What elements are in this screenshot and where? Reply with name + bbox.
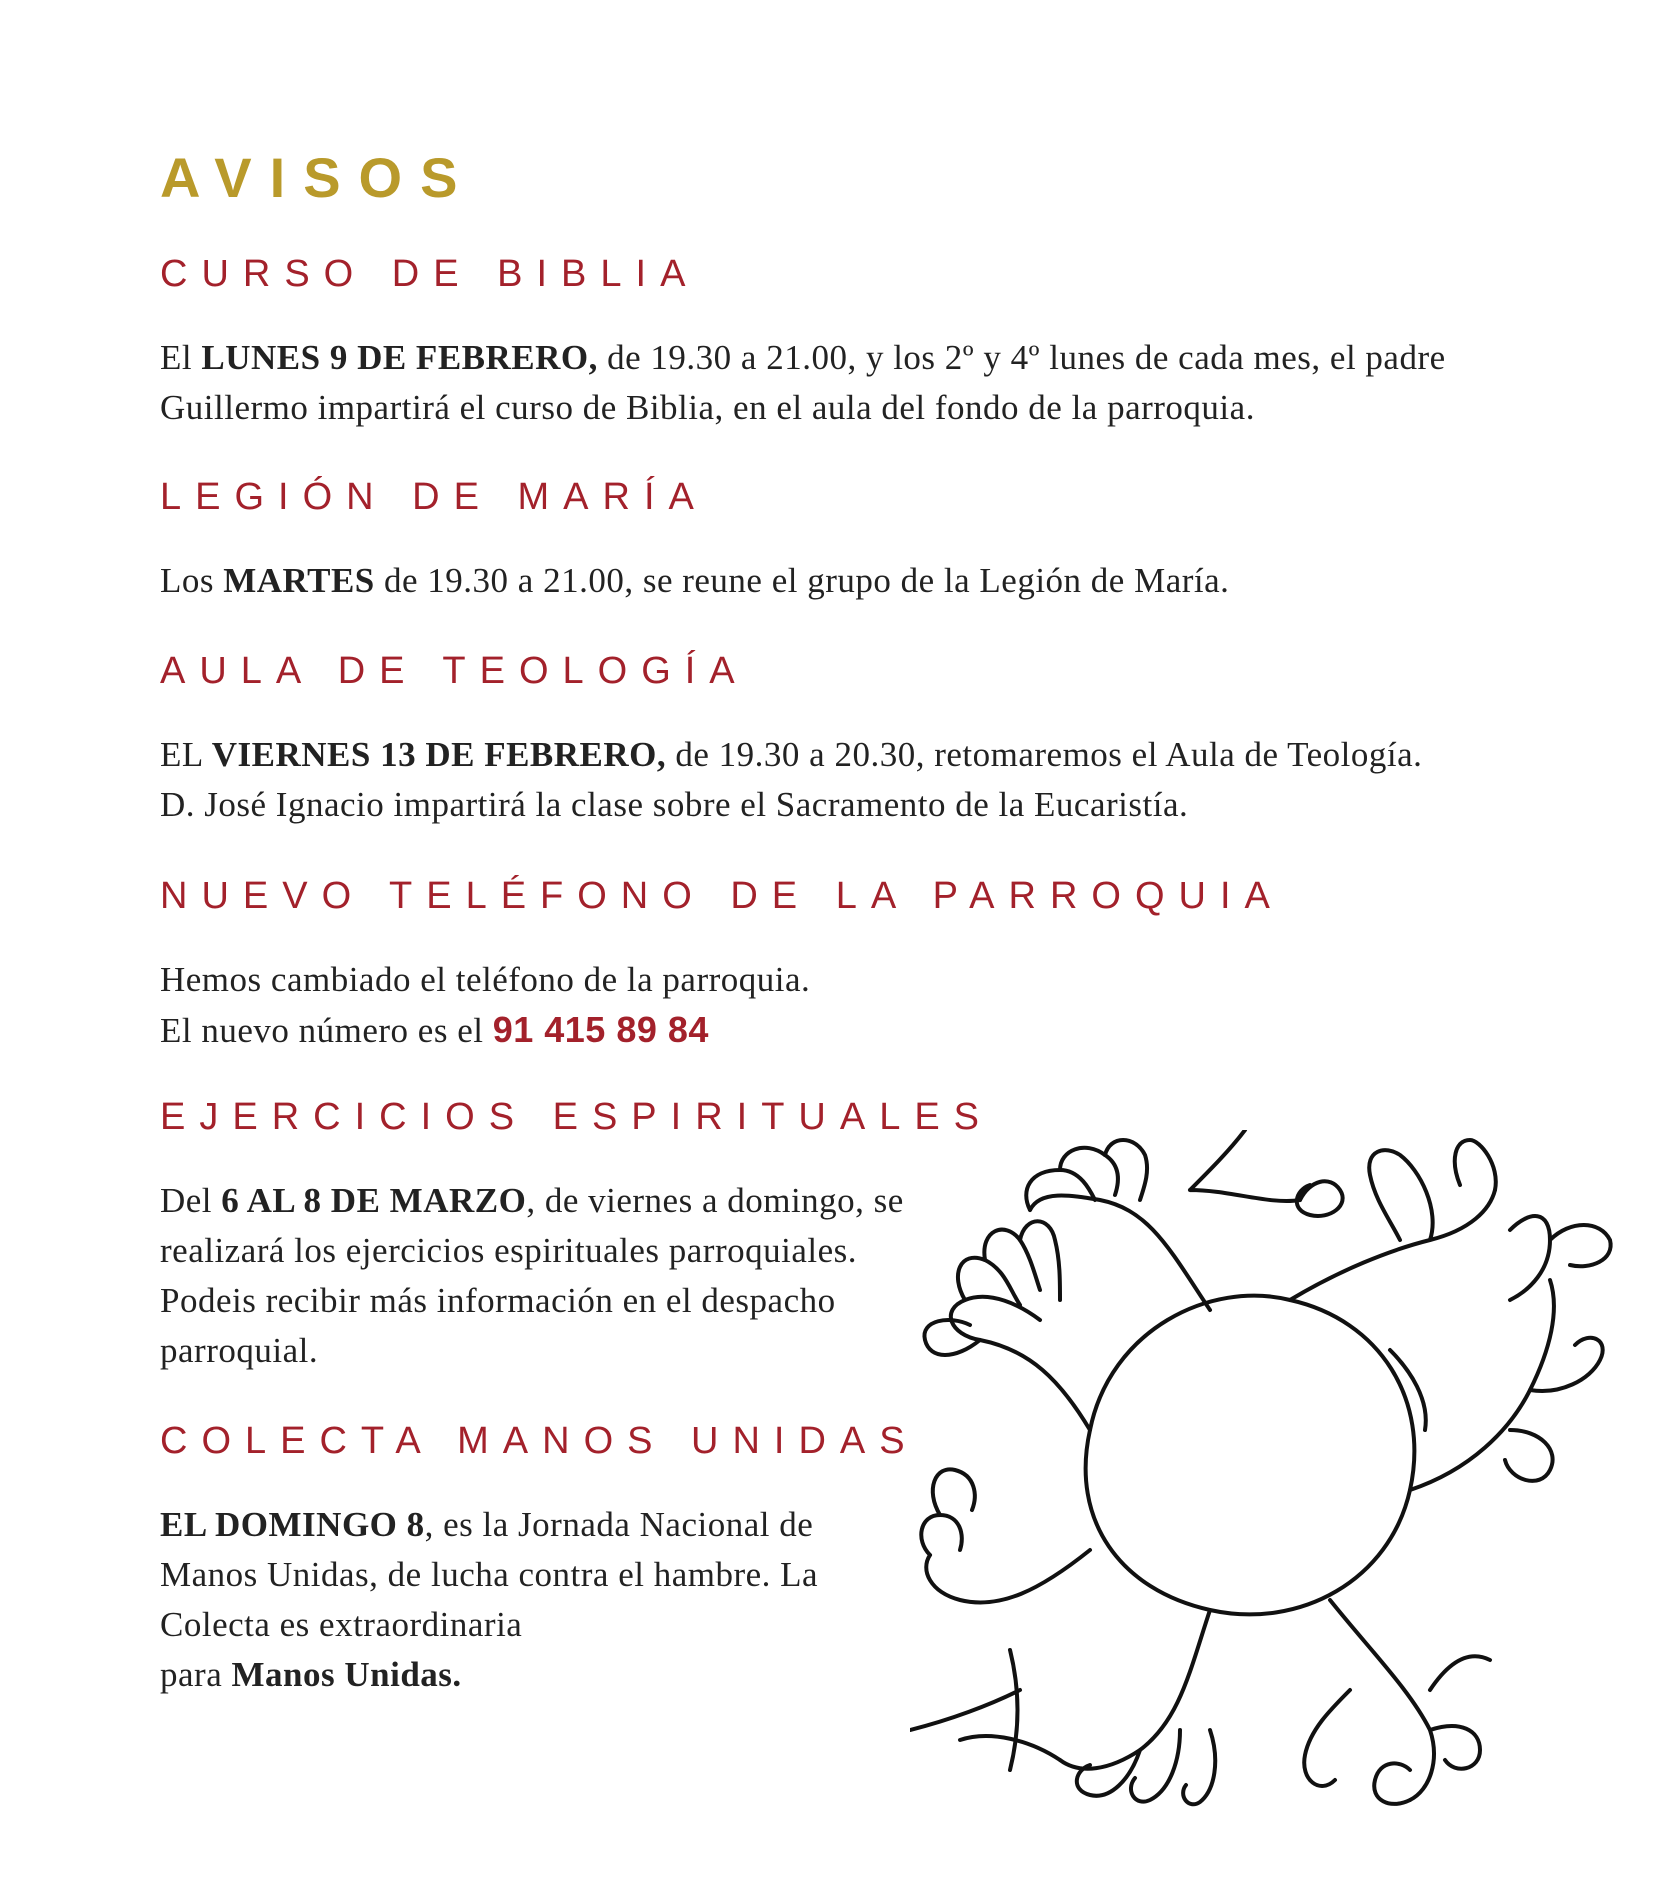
text-run: EL [160, 735, 212, 774]
paragraph-line [160, 1005, 1560, 1056]
section-body [160, 556, 1560, 606]
paragraph-line: D. José Ignacio impartirá la clase sobre el Sacramento de la Eucaristía. [160, 785, 1189, 824]
page-title: AVISOS [160, 146, 476, 209]
section-curso-biblia [160, 255, 1560, 433]
section-body [160, 730, 1560, 830]
section-aula-teologia [160, 652, 1560, 830]
text-run: El [160, 338, 202, 377]
section-legion-maria [160, 478, 1560, 606]
paragraph-line: Guillermo impartirá el curso de Biblia, en el aula del fondo de la parroquia. [160, 388, 1255, 427]
section-nuevo-telefono [160, 877, 1560, 1056]
text-run: , es la Jornada Nacional de [424, 1505, 814, 1544]
text-run: Los [160, 561, 224, 600]
paragraph-line [160, 1650, 960, 1700]
paragraph-line [160, 556, 1560, 606]
paragraph-line [160, 1500, 960, 1550]
paragraph-line [160, 730, 1560, 780]
text-run: para [160, 1655, 232, 1694]
paragraph-line: parroquial. [160, 1331, 319, 1370]
text-run: Del [160, 1181, 222, 1220]
text-run: de 19.30 a 21.00, y los 2º y 4º lunes de cada mes, el padre [597, 338, 1446, 377]
text-run: de 19.30 a 21.00, se reune el grupo de la Legión de María. [374, 561, 1230, 600]
paragraph-line [160, 1176, 960, 1226]
date-highlight: EL DOMINGO 8 [160, 1505, 425, 1544]
section-heading: EJERCICIOS ESPIRITUALES [160, 1096, 994, 1138]
date-highlight: MARTES [223, 561, 375, 600]
paragraph-line [160, 333, 1560, 383]
date-highlight: VIERNES 13 DE FEBRERO, [211, 735, 667, 774]
paragraph-line: Podeis recibir más información en el despacho [160, 1281, 836, 1320]
date-highlight: 6 AL 8 DE MARZO [221, 1181, 527, 1220]
joined-hands-line-art-icon [910, 1130, 1630, 1830]
section-heading: LEGIÓN DE MARÍA [160, 476, 708, 518]
date-highlight: LUNES 9 DE FEBRERO, [201, 338, 598, 377]
paragraph-line: Colecta es extraordinaria [160, 1605, 523, 1644]
paragraph-line: Manos Unidas, de lucha contra el hambre. La [160, 1555, 819, 1594]
section-body [160, 1176, 960, 1376]
section-body [160, 333, 1560, 433]
section-heading: COLECTA MANOS UNIDAS [160, 1420, 919, 1462]
section-body [160, 1500, 960, 1700]
text-run-bold: Manos Unidas. [231, 1655, 462, 1694]
section-body [160, 955, 1560, 1056]
paragraph-line: realizará los ejercicios espirituales parroquiales. [160, 1231, 857, 1270]
section-heading: AULA DE TEOLOGÍA [160, 650, 749, 692]
phone-number: 91 415 89 84 [492, 1009, 709, 1050]
paragraph-line: Hemos cambiado el teléfono de la parroquia. [160, 960, 811, 999]
section-heading: CURSO DE BIBLIA [160, 253, 700, 295]
text-run: de 19.30 a 20.30, retomaremos el Aula de Teología. [666, 735, 1423, 774]
text-run: El nuevo número es el [160, 1011, 493, 1050]
section-heading: NUEVO TELÉFONO DE LA PARROQUIA [160, 875, 1284, 917]
text-run: , de viernes a domingo, se [526, 1181, 904, 1220]
